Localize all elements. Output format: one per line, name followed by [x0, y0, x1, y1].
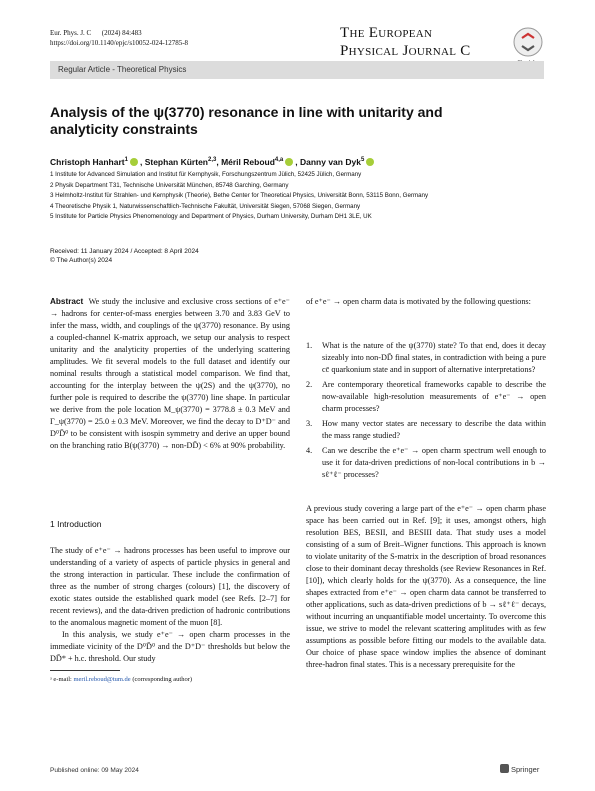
article-type-band	[50, 61, 544, 79]
publisher-name: Springer	[511, 765, 540, 774]
author-2-sup: 2,3	[207, 157, 217, 164]
springer-horse-icon	[500, 764, 509, 773]
footnote-rule	[50, 670, 120, 671]
list-item: 3. How many vector states are necessary to describe the data within the mass range studied?	[306, 419, 546, 440]
affiliation-3: 3 Helmholtz-Institut für Strahlen- und Kernphysik (Theorie), Bethe Center for Theoretical Physics, Universität Bonn, 53115 Bonn, Germany	[50, 192, 429, 199]
email-link[interactable]: meril.reboud@tum.de	[73, 676, 131, 683]
intro-paragraph-2: In this analysis, we study e⁺e⁻ → open charm processes in the immediate vicinity of the D⁰D̄⁰ and the D⁺D⁻ thresholds but below the DD̄* + h.c. threshold. Our study	[50, 630, 290, 663]
author-1[interactable]: Christoph Hanhart	[50, 157, 125, 167]
col2-lead: of e⁺e⁻ → open charm data is motivated by the following questions:	[306, 297, 531, 306]
journal-title-line1: The European	[340, 25, 433, 41]
journal-title-line2: Physical Journal C	[340, 43, 471, 59]
introduction-body	[50, 545, 290, 665]
abstract	[50, 296, 290, 452]
article-dates	[50, 247, 199, 265]
affiliation-2: 2 Physik Department T31, Technische Universität München, 85748 Garching, Germany	[50, 181, 289, 189]
section-heading-introduction: 1 Introduction	[50, 519, 102, 529]
author-2[interactable]: Stephan Kürten	[144, 157, 208, 167]
orcid-icon[interactable]	[285, 158, 293, 166]
abstract-label: Abstract	[50, 297, 84, 306]
orcid-icon[interactable]	[130, 158, 138, 166]
intro-paragraph-1: The study of e⁺e⁻ → hadrons processes has been useful to improve our understanding of a variety of aspects of particle physics in general and the strong interaction in particular. These include the confirmation of three as the number of strong charges (colours) [1], the discovery of exotic states outside the established quark model (see Refs. [2–7] for recent reviews), and the data-driven prediction of hadronic contributions to the anomalous magnetic moment of the muon [8].	[50, 546, 290, 627]
list-item: 4. Can we describe the e⁺e⁻ → open charm spectrum well enough to use it for data-driven predictions of non-local contributions in b → sℓ⁺ℓ⁻ processes?	[306, 446, 546, 479]
affiliations	[50, 170, 544, 223]
author-3-sup: 4,a	[274, 157, 284, 164]
orcid-icon[interactable]	[366, 158, 374, 166]
journal-abbrev: Eur. Phys. J. C	[50, 29, 92, 37]
journal-title	[340, 24, 502, 60]
paper-title: Analysis of the ψ(3770) resonance in line with unitarity and analyticity constraints	[50, 104, 443, 137]
journal-reference	[50, 28, 188, 48]
footnote-prefix: ᵃ e-mail:	[50, 676, 72, 683]
footnote-suffix: (corresponding author)	[132, 676, 193, 683]
author-list: Christoph Hanhart$^1$ , Stephan Kürten$^{2,3}$, Méril Reboud$^{4,a}$ , Danny van Dyk$^5$	[50, 157, 544, 167]
col2-paragraph: A previous study covering a large part of the e⁺e⁻ → open charm phase space has been carried out in Ref. [9]; it uses, amongst others, high resolution BES, BESII, and BESIII data. That study uses a model consisting of a sum of Breit–Wigner functions. This approach is known to violate unitarity of the S-matrix in the description of broad resonances close to their dominant decay thresholds (see Review Resonances in Ref. [10]), which clearly holds for the ψ(3770). As a consequence, the line shapes extracted from e⁺e⁻ → open charm data cannot be transferred to other applications, such as data-driven predictions of b → sℓ⁺ℓ⁻ decays, without incurring an unquantifiable model uncertainty. To overcome this issue, we strive to model the relevant scattering amplitudes with as few assumptions as possible before fitting our models to the available data. Our choice of phase space window implies the absence of dominant three-hadron final states. This is a necessary prerequisite for the	[306, 504, 546, 669]
publisher-logo	[500, 764, 539, 774]
author-1-sup: 1	[124, 157, 128, 164]
article-type: Regular Article - Theoretical Physics	[58, 65, 187, 74]
affiliation-1: 1 Institute for Advanced Simulation and Institut für Kernphysik, Forschungszentrum Jülich, 52425 Jülich, Germany	[50, 171, 362, 178]
affiliation-5: 5 Institute for Particle Physics Phenomenology and Department of Physics, Durham University, Durham DH1 3LE, UK	[50, 213, 372, 220]
doi-link[interactable]: https://doi.org/10.1140/epjc/s10052-024-12785-8	[50, 39, 189, 47]
copyright: © The Author(s) 2024	[50, 257, 113, 264]
author-4-sup: 5	[360, 157, 365, 164]
check-for-updates-icon[interactable]	[512, 26, 544, 58]
author-4[interactable]: Danny van Dyk	[299, 157, 361, 167]
list-item: 2. Are contemporary theoretical frameworks capable to describe the now-available high-resolution measurements of e⁺e⁻ → open charm processes?	[306, 380, 546, 413]
affiliation-4: 4 Theoretische Physik 1, Naturwissenschaftlich-Technische Fakultät, Universität Siegen, 57068 Siegen, Germany	[50, 202, 361, 210]
journal-volume: (2024) 84:483	[101, 29, 142, 37]
received-accepted: Received: 11 January 2024 / Accepted: 8 April 2024	[50, 248, 199, 255]
author-3[interactable]: Méril Reboud	[221, 157, 275, 167]
footnote	[50, 675, 192, 684]
list-item: 1. What is the nature of the ψ(3770) state? To that end, does it decay sizeably into non-DD̄ final states, in contradiction with being a pure cc̄ quarkonium state and in support of alternative interpretations?	[306, 341, 546, 374]
abstract-text: We study the inclusive and exclusive cross sections of e⁺e⁻ → hadrons for center-of-mass energies between 3.70 and 3.83 GeV to infer the mass, width, and couplings of the ψ(3770) resonance. By using a coupled-channel K-matrix approach, we setup our analysis to respect unitarity and the analyticity properties of the underlying scattering amplitudes. We fit several models to the full dataset and identify our nominal results through a statistical model comparison. We find that, accounting for the interplay between the ψ(2S) and the ψ(3770), no further pole is required to describe the ψ(3770) line shape. In particular we derive from the pole location M_ψ(3770) = 3778.8 ± 0.3 MeV and Γ_ψ(3770) = 25.0 ± 0.3 MeV. Moreover, we find the decay to D⁺D⁻ and D⁰D̄⁰ to be consistent with isospin symmetry and derive an upper bound on the branching ratio B(ψ(3770) → non-DD̄) < 6% at 90% probability.	[50, 297, 291, 450]
question-list	[306, 340, 546, 484]
published-online: Published online: 09 May 2024	[50, 767, 139, 774]
